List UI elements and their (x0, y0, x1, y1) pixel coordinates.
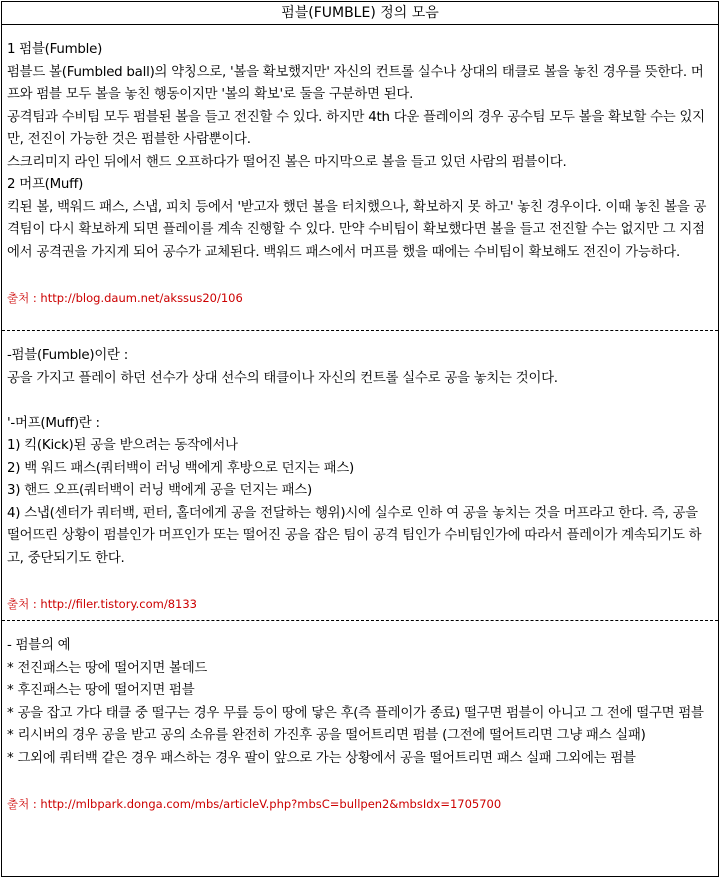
section2-list-item: 2) 백 워드 패스(쿼터백이 러닝 백에게 후방으로 던지는 패스) (7, 460, 355, 476)
spacer (7, 770, 713, 793)
document-title: 펌블(FUMBLE) 정의 모음 (2, 2, 718, 25)
section2-fumble-heading: -펌블(Fumble)이란 : (7, 348, 128, 363)
section3-list-item: * 그외에 쿼터백 같은 경우 패스하는 경우 팔이 앞으로 가는 상황에서 공을 떨어트리면 패스 실패 그외에는 펌블 (7, 750, 636, 766)
section3-source-link[interactable]: 출처 : http://mlbpark.donga.com/mbs/articleV.php?mbsC=bullpen2&mbsIdx=1705700 (7, 796, 502, 811)
section2-muff-heading: '-머프(Muff)란 : (7, 415, 100, 431)
section3-list-item: * 리시버의 경우 공을 받고 공의 소유를 완전히 가진후 공을 떨어트리면 펌블 (그전에 떨어트리면 그냥 패스 실패) (7, 728, 646, 743)
section2-list-item: 3) 핸드 오프(쿼터백이 러닝 백에게 공을 던지는 패스) (7, 483, 312, 498)
section2-list-item: 4) 스냅(센터가 쿼터백, 펀터, 홀더에게 공을 전달하는 행위)시에 실수로 인하 여 공을 놓치는 것을 머프라고 한다. 즉, 공을 떨어뜨린 상황이 펌블인가 머프인가 또는 떨어진 공을 잡은 팀이 공격 팀인가 수비팀인가에 따라서 플레이가 계속되기도 하고, 중단되기도 한다. (7, 505, 702, 566)
section2-list-item: 1) 킥(Kick)된 공을 받으려는 동작에서나 (7, 438, 238, 453)
section1-handoff-paragraph: 스크리미지 라인 뒤에서 핸드 오프하다가 떨어진 볼은 마지막으로 볼을 들고 있던 사람의 펌블이다. (7, 154, 567, 170)
spacer (7, 390, 713, 413)
section2-source-link[interactable]: 출처 : http://filer.tistory.com/8133 (7, 596, 197, 611)
section3-list-item: * 공을 잡고 가다 태클 중 떨구는 경우 무릎 등이 땅에 닿은 후(즉 플레이가 종료) 떨구면 펌블이 아니고 그 전에 떨구면 펌블 (7, 705, 704, 721)
section1-heading: 1 펌블(Fumble) (7, 42, 103, 57)
section-fumble-muff-meaning (2, 330, 718, 620)
spacer (7, 264, 713, 287)
section1-advance-paragraph: 공격팀과 수비팀 모두 펌블된 볼을 들고 전진할 수 있다. 하지만 4th 다운 플레이의 경우 공수팀 모두 볼을 확보할 수는 있지만, 전진이 가능한 것은 펌블한 사람뿐이다. (7, 109, 705, 147)
section3-list-item: * 전진패스는 땅에 떨어지면 볼데드 (7, 660, 208, 676)
section3-heading: - 펌블의 예 (7, 638, 71, 653)
section1-source-link[interactable]: 출처 : http://blog.daum.net/akssus20/106 (7, 290, 243, 305)
section2-fumble-paragraph: 공을 가지고 플레이 하던 선수가 상대 선수의 태클이나 자신의 컨트롤 실수로 공을 놓치는 것이다. (7, 370, 558, 386)
section1-muff-paragraph: 킥된 볼, 백워드 패스, 스냅, 피치 등에서 '받고자 했던 볼을 터치했으나, 확보하지 못 하고' 놓친 경우이다. 이때 놓친 볼을 공격팀이 다시 확보하게 되면 플레이를 계속 진행할 수 있다. 만약 수비팀이 확보했다면 볼을 들고 전진할 수는 없지만 그 지점에서 공격권을 가지게 되어 공수가 교체된다. 백워드 패스에서 머프를 했을 때에는 수비팀이 확보해도 전진이 가능하다. (7, 199, 707, 260)
document-table (1, 1, 719, 877)
section1-fumble-paragraph: 펌블드 볼(Fumbled ball)의 약칭으로, '볼을 확보했지만' 자신의 컨트롤 실수나 상대의 태클로 볼을 놓친 경우를 뜻한다. 머프와 펌블 모두 볼을 놓친 행동이지만 '볼의 확보'로 둘을 구분하면 된다. (7, 64, 704, 102)
section-fumble-examples (2, 620, 718, 877)
section3-list-item: * 후진패스는 땅에 떨어지면 펌블 (7, 683, 195, 698)
spacer (7, 570, 713, 593)
section-fumble-muff-definitions (2, 25, 718, 330)
section1-muff-heading: 2 머프(Muff) (7, 177, 84, 192)
